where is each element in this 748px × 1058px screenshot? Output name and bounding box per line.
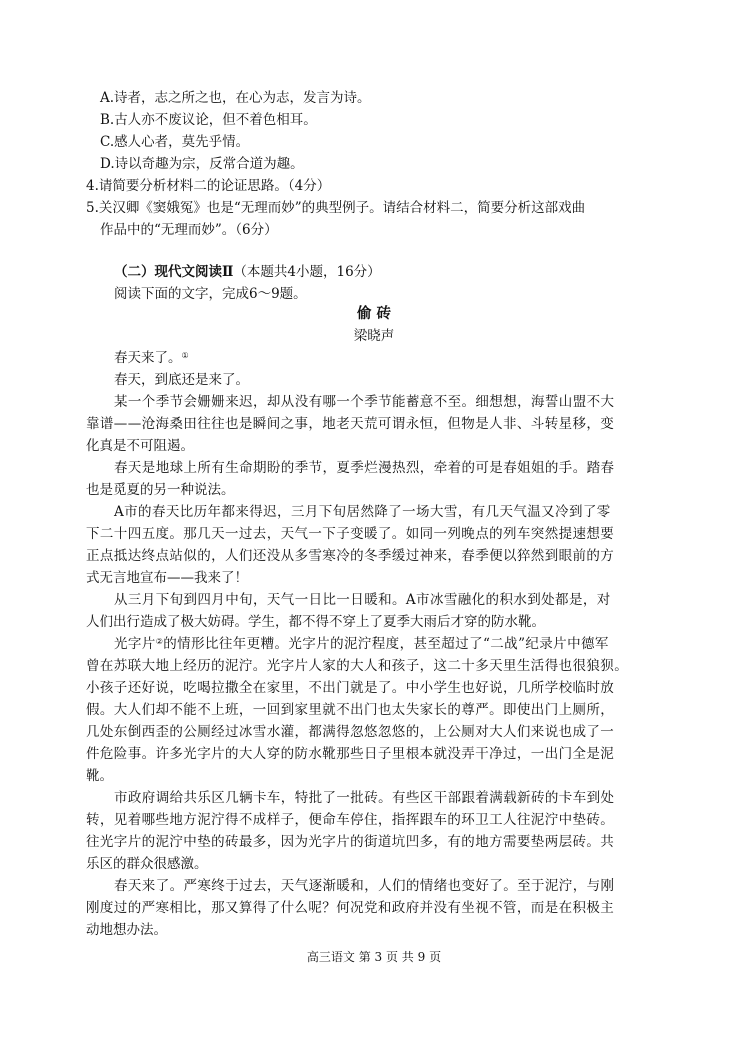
paragraph-1-text: 春天来了。 bbox=[114, 350, 182, 366]
paragraph-7-line-2: 曾在苏联大地上经历的泥泞。光字片人家的大人和孩子，这二十多天里生活得也很狼狈。 bbox=[86, 658, 629, 674]
paragraph-8-line-2: 转，见着哪些地方泥泞得不成样子，便命车停住，指挥跟车的环卫工人往泥泞中垫砖。 bbox=[86, 812, 615, 828]
paragraph-8-line-4: 乐区的群众很感激。 bbox=[86, 856, 208, 872]
section-note: （本题共4小题，16分） bbox=[233, 264, 381, 280]
paragraph-3-line-2: 靠谱——沧海桑田往往也是瞬间之事，地老天荒可谓永恒，但物是人非、斗转星移，变 bbox=[86, 416, 615, 432]
paragraph-7-line-7: 靴。 bbox=[86, 768, 113, 784]
paragraph-5-line-3: 正点抵达终点站似的，人们还没从多雪寒冷的冬季缓过神来，春季便以猝然到眼前的方 bbox=[86, 548, 615, 564]
paragraph-3-line-3: 化真是不可阻遏。 bbox=[86, 438, 194, 454]
paragraph-7-line-4: 假。大人们却不能不上班，一回到家里就不出门也太失家长的尊严。即使出门上厕所， bbox=[86, 702, 615, 718]
footnote-marker-2: ② bbox=[155, 637, 164, 646]
paragraph-8-line-1: 市政府调给共乐区几辆卡车，特批了一批砖。有些区干部跟着满载新砖的卡车到处 bbox=[114, 790, 615, 806]
paragraph-3-line-1: 某一个季节会姗姗来迟，却从没有哪一个季节能蓄意不至。细想想，海誓山盟不大 bbox=[114, 394, 615, 410]
question-5-line-2: 作品中的“无理而妙”。（6分） bbox=[100, 222, 278, 238]
paragraph-4-line-1: 春天是地球上所有生命期盼的季节，夏季烂漫热烈，牵着的可是春姐姐的手。踏春 bbox=[114, 460, 615, 476]
option-a: A.诗者，志之所之也，在心为志，发言为诗。 bbox=[100, 90, 371, 106]
paragraph-7-line-1 bbox=[114, 634, 609, 654]
article-title: 偷 砖 bbox=[356, 305, 392, 322]
paragraph-5-line-1: A市的春天比历年都来得迟，三月下旬居然降了一场大雪，有几天气温又冷到了零 bbox=[114, 504, 611, 520]
paragraph-1 bbox=[114, 348, 189, 368]
paragraph-5-line-2: 下二十四五度。那几天一过去，天气一下子变暖了。如同一列晚点的列车突然提速想要 bbox=[86, 526, 615, 542]
page-footer: 高三语文 第 3 页 共 9 页 bbox=[306, 950, 442, 964]
paragraph-6-line-1: 从三月下旬到四月中旬，天气一日比一日暖和。A市冰雪融化的积水到处都是，对 bbox=[114, 592, 611, 608]
article-author: 梁晓声 bbox=[353, 328, 395, 344]
paragraph-2: 春天，到底还是来了。 bbox=[114, 372, 249, 388]
paragraph-9-line-3: 动地想办法。 bbox=[86, 922, 167, 938]
option-c: C.感人心者，莫先乎情。 bbox=[100, 134, 250, 150]
paragraph-9-line-2: 刚度过的严寒相比，那又算得了什么呢？何况党和政府并没有坐视不管，而是在积极主 bbox=[86, 900, 615, 916]
question-4: 4.请简要分析材料二的论证思路。（4分） bbox=[86, 178, 331, 194]
section-title: （二）现代文阅读Ⅱ bbox=[114, 264, 234, 280]
question-5-line-1: 5.关汉卿《窦娥冤》也是“无理而妙”的典型例子。请结合材料二，简要分析这部戏曲 bbox=[86, 200, 586, 216]
paragraph-7-line-6: 件危险事。许多光字片的大人穿的防水靴那些日子里根本就没弄干净过，一出门全是泥 bbox=[86, 746, 615, 762]
section-heading bbox=[114, 262, 381, 282]
footnote-marker-1: ① bbox=[181, 351, 189, 360]
paragraph-6-line-2: 人们出行造成了极大妨碍。学生，都不得不穿上了夏季大雨后才穿的防水靴。 bbox=[86, 614, 545, 630]
paragraph-8-line-3: 往光字片的泥泞中垫的砖最多，因为光字片的街道坑凹多，有的地方需要垫两层砖。共 bbox=[86, 834, 615, 850]
option-b: B.古人亦不废议论，但不着色相耳。 bbox=[100, 112, 317, 128]
section-instruction: 阅读下面的文字，完成6～9题。 bbox=[114, 286, 307, 302]
paragraph-9-line-1: 春天来了。严寒终于过去，天气逐渐暖和，人们的情绪也变好了。至于泥泞，与刚 bbox=[114, 878, 615, 894]
paragraph-7-line-5: 几处东倒西歪的公厕经过冰雪水灌，都满得忽悠忽悠的，上公厕对大人们来说也成了一 bbox=[86, 724, 615, 740]
paragraph-7-line-3: 小孩子还好说，吃喝拉撒全在家里，不出门就是了。中小学生也好说，几所学校临时放 bbox=[86, 680, 615, 696]
paragraph-4-line-2: 也是觅夏的另一种说法。 bbox=[86, 482, 235, 498]
paragraph-5-line-4: 式无言地宣布——我来了！ bbox=[86, 570, 248, 586]
place-name: 光字片 bbox=[114, 636, 156, 652]
option-d: D.诗以奇趣为宗，反常合道为趣。 bbox=[100, 156, 304, 172]
paragraph-7-line-1-rest: 的情形比往年更糟。光字片的泥泞程度，甚至超过了“二战”纪录片中德军 bbox=[163, 636, 609, 652]
